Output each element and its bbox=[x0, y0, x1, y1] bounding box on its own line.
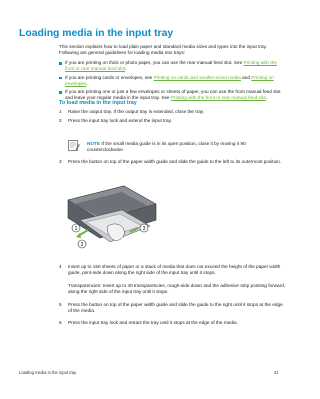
footer-page-number: 41 bbox=[274, 370, 279, 375]
bullet-square-icon bbox=[59, 77, 62, 80]
callout-2: 2 bbox=[80, 242, 84, 248]
footer-section-title: Loading media in the input tray bbox=[19, 370, 77, 375]
guidelines-list bbox=[59, 60, 287, 104]
printer-tray-illustration bbox=[64, 182, 160, 252]
bullet-square-icon bbox=[59, 62, 62, 65]
page-title: Loading media in the input tray bbox=[19, 28, 174, 39]
step-4 bbox=[59, 264, 287, 278]
link-manual-feed-slot[interactable]: Printing with the front or rear manual feed slot bbox=[65, 60, 277, 72]
note-text: NOTE If the small media guide is in its open position, close it by moving it 90 counterclockwise. bbox=[87, 141, 246, 153]
step-text: Insert up to 150 sheets of paper or a stack of media that does not exceed the height of the paper width guide, print-side down along the right side of the input tray until it stops. bbox=[68, 264, 281, 276]
step-text: Raise the output tray. If the output tray is extended, close the tray. bbox=[68, 109, 205, 114]
step-number: 2 bbox=[59, 118, 62, 123]
step-text: Press the input tray lock and retract the tray until it stops at the edge of the media. bbox=[68, 320, 238, 325]
step-2 bbox=[59, 118, 287, 125]
callout-3: 3 bbox=[142, 226, 146, 232]
step-5 bbox=[59, 302, 287, 316]
list-item: If you are printing on thick or photo paper, you can use the rear manual feed slot. See Printing with the front or rear manual feed slot. bbox=[59, 60, 287, 73]
link-printing-envelopes[interactable]: Printing on envelopes bbox=[65, 74, 274, 86]
callout-1: 1 bbox=[74, 226, 78, 232]
transparencies-paragraph: Transparencies: Insert up to 30 transparencies, rough-side down and the adhesive strip pointing forward, along the right side of the input tray until it stops. bbox=[68, 283, 286, 295]
bullet-square-icon bbox=[59, 91, 62, 94]
step-number: 5 bbox=[59, 302, 62, 307]
step-3 bbox=[59, 159, 287, 173]
step-number: 1 bbox=[59, 109, 62, 114]
link-manual-feed-slot-2[interactable]: Printing with the front or rear manual feed slot bbox=[170, 95, 266, 101]
step-text: Press the input tray lock and extend the input tray. bbox=[68, 118, 172, 123]
step-number: 4 bbox=[59, 264, 62, 269]
step-1 bbox=[59, 109, 287, 116]
list-item: If you are printing cards or envelopes, see Printing on cards and smaller-sized media and Printing on envelopes. bbox=[59, 75, 287, 88]
step-number: 3 bbox=[59, 159, 62, 164]
step-text: Press the button on top of the paper width guide and slide the guide to the left to its outermost position. bbox=[68, 159, 282, 164]
list-item: If you are printing one or just a few envelopes or sheets of paper, you can use the front manual feed slot and leave your regular media in the input tray. See Printing with the front or rear manual feed slot. bbox=[59, 89, 287, 102]
note-icon bbox=[68, 140, 80, 151]
step-6 bbox=[59, 320, 287, 327]
intro-paragraph: This section explains how to load plain paper and standard media sizes and types into the input tray. Following are general guidelines for loading media into trays: bbox=[59, 44, 267, 56]
link-cards-smaller-media[interactable]: Printing on cards and smaller-sized media bbox=[153, 74, 241, 80]
step-text: Press the button on top of the paper width guide and slide the guide to the right until it stops at the edge of the media. bbox=[68, 302, 283, 314]
procedure-heading: To load media in the input tray bbox=[59, 100, 137, 106]
note-label: NOTE bbox=[87, 141, 101, 146]
step-number: 6 bbox=[59, 320, 62, 325]
